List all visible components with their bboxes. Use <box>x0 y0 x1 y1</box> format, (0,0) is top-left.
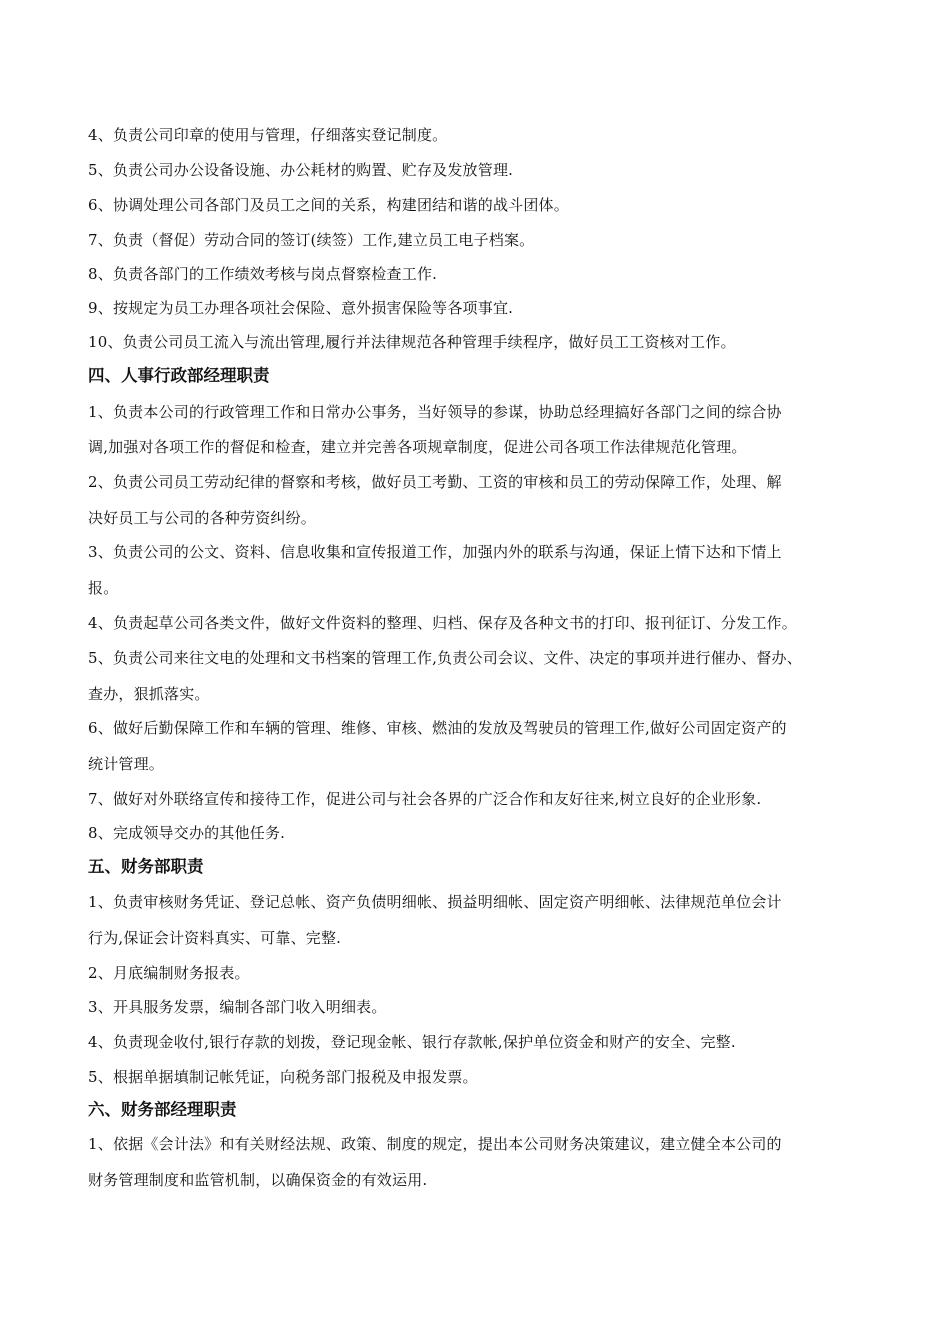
paragraph-line: 5、根据单据填制记帐凭证，向税务部门报税及申报发票。 <box>88 1068 478 1086</box>
paragraph-line: 财务管理制度和监管机制，以确保资金的有效运用. <box>88 1171 428 1189</box>
paragraph-line: 4、负责现金收付,银行存款的划拨，登记现金帐、银行存款帐,保护单位资金和财产的安全、完整. <box>88 1033 736 1051</box>
paragraph-line: 6、做好后勤保障工作和车辆的管理、维修、审核、燃油的发放及驾驶员的管理工作,做好公司固定资产的 <box>88 719 787 737</box>
paragraph-line: 1、负责本公司的行政管理工作和日常办公事务，当好领导的参谋，协助总经理搞好各部门之间的综合协 <box>88 403 782 421</box>
paragraph-line: 行为,保证会计资料真实、可靠、完整. <box>88 929 342 947</box>
paragraph-line: 5、负责公司来往文电的处理和文书档案的管理工作,负责公司会议、文件、决定的事项并进行催办、督办、 <box>88 649 802 667</box>
paragraph-line: 4、负责公司印章的使用与管理，仔细落实登记制度。 <box>88 126 448 144</box>
paragraph-line: 查办，狠抓落实。 <box>88 685 210 703</box>
paragraph-line: 3、开具服务发票，编制各部门收入明细表。 <box>88 998 387 1016</box>
paragraph-line: 8、负责各部门的工作绩效考核与岗点督察检查工作. <box>88 265 438 283</box>
paragraph-line: 3、负责公司的公文、资料、信息收集和宣传报道工作，加强内外的联系与沟通，保证上情下达和下情上 <box>88 543 782 561</box>
paragraph-line: 决好员工与公司的各种劳资纠纷。 <box>88 509 317 527</box>
section-heading: 五、财务部职责 <box>88 857 204 876</box>
paragraph-line: 报。 <box>88 579 119 597</box>
paragraph-line: 7、负责（督促）劳动合同的签订(续签）工作,建立员工电子档案。 <box>88 231 535 249</box>
paragraph-line: 8、完成领导交办的其他任务. <box>88 824 286 842</box>
paragraph-line: 7、做好对外联络宣传和接待工作，促进公司与社会各界的广泛合作和友好往来,树立良好的企业形象. <box>88 790 762 808</box>
paragraph-line: 10、负责公司员工流入与流出管理,履行并法律规范各种管理手续程序，做好员工工资核对工作。 <box>88 333 736 351</box>
paragraph-line: 2、负责公司员工劳动纪律的督察和考核，做好员工考勤、工资的审核和员工的劳动保障工作，处理、解 <box>88 473 782 491</box>
paragraph-line: 1、负责审核财务凭证、登记总帐、资产负债明细帐、损益明细帐、固定资产明细帐、法律规范单位会计 <box>88 893 782 911</box>
paragraph-line: 6、协调处理公司各部门及员工之间的关系，构建团结和谐的战斗团体。 <box>88 196 569 214</box>
section-heading: 六、财务部经理职责 <box>88 1100 237 1119</box>
paragraph-line: 4、负责起草公司各类文件，做好文件资料的整理、归档、保存及各种文书的打印、报刊征订、分发工作。 <box>88 614 797 632</box>
paragraph-line: 9、按规定为员工办理各项社会保险、意外损害保险等各项事宜. <box>88 299 514 317</box>
paragraph-line: 调,加强对各项工作的督促和检查，建立并完善各项规章制度，促进公司各项工作法律规范化管理。 <box>88 438 747 456</box>
section-heading: 四、人事行政部经理职责 <box>88 366 270 385</box>
paragraph-line: 1、依据《会计法》和有关财经法规、政策、制度的规定，提出本公司财务决策建议，建立健全本公司的 <box>88 1135 782 1153</box>
paragraph-line: 5、负责公司办公设备设施、办公耗材的购置、贮存及发放管理. <box>88 161 514 179</box>
paragraph-line: 统计管理。 <box>88 755 165 773</box>
paragraph-line: 2、月底编制财务报表。 <box>88 964 250 982</box>
